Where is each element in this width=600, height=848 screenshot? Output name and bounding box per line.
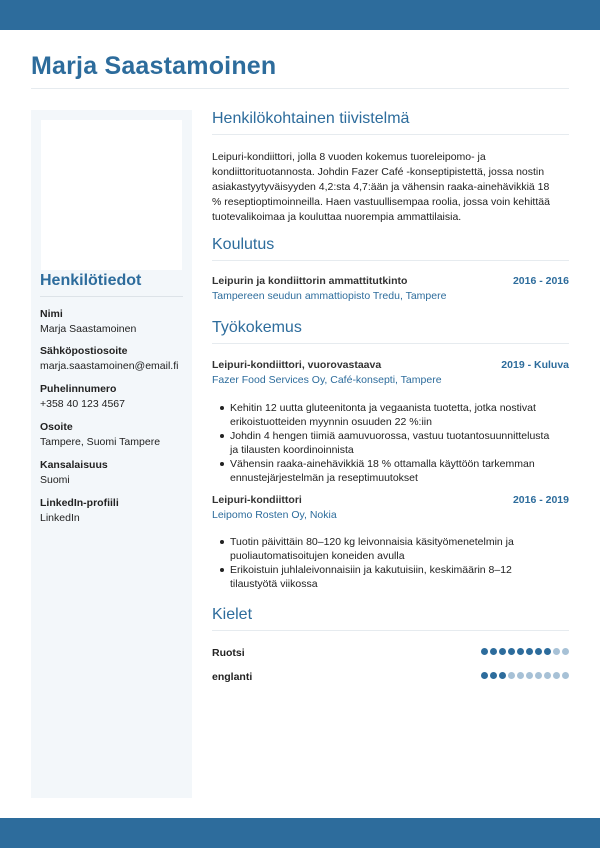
field-value: Tampere, Suomi Tampere <box>40 436 161 448</box>
level-dot-filled <box>535 648 542 655</box>
level-dot-filled <box>508 648 515 655</box>
level-dot-filled <box>481 672 488 679</box>
field-value: Marja Saastamoinen <box>40 323 137 335</box>
divider <box>31 88 569 89</box>
level-dot-filled <box>490 648 497 655</box>
field-value: Suomi <box>40 474 70 486</box>
level-dot-filled <box>481 648 488 655</box>
section-title-education: Koulutus <box>212 236 275 253</box>
field-label: Sähköpostiosoite <box>40 345 128 357</box>
level-dot-filled <box>526 648 533 655</box>
field-label: Osoite <box>40 421 73 433</box>
level-dot-empty <box>544 672 551 679</box>
level-dot-filled <box>499 648 506 655</box>
photo-placeholder <box>41 120 182 270</box>
job-bullets <box>212 535 552 591</box>
job-company: Leipomo Rosten Oy, Nokia <box>212 509 337 521</box>
field-linkedin <box>40 497 190 525</box>
field-label: Nimi <box>40 308 63 320</box>
list-item: Johdin 4 hengen tiimiä aamuvuorossa, vastuu tuotantosuunnittelusta ja tilausten koordinoinnista <box>212 429 552 457</box>
level-dot-filled <box>544 648 551 655</box>
person-name: Marja Saastamoinen <box>31 52 277 80</box>
level-dot-empty <box>526 672 533 679</box>
sidebar-heading: Henkilötiedot <box>40 272 142 289</box>
section-title-languages: Kielet <box>212 606 253 623</box>
language-level-dots <box>481 672 569 679</box>
education-dates: 2016 - 2016 <box>512 275 569 287</box>
job-title: Leipuri-kondiittori, vuorovastaava <box>212 359 382 371</box>
field-email <box>40 345 190 373</box>
level-dot-filled <box>490 672 497 679</box>
language-name: Ruotsi <box>212 647 245 659</box>
level-dot-empty <box>517 672 524 679</box>
job-title: Leipuri-kondiittori <box>212 494 302 506</box>
divider <box>40 296 183 297</box>
section-title-experience: Työkokemus <box>212 319 302 336</box>
level-dot-empty <box>553 648 560 655</box>
field-name <box>40 308 190 336</box>
job-dates: 2019 - Kuluva <box>501 359 569 371</box>
field-label: Puhelinnumero <box>40 383 117 395</box>
level-dot-empty <box>508 672 515 679</box>
field-phone <box>40 383 190 411</box>
education-degree: Leipurin ja kondiittorin ammattitutkinto <box>212 275 408 287</box>
language-level-dots <box>481 648 569 655</box>
language-name: englanti <box>212 671 253 683</box>
divider <box>212 134 569 135</box>
divider <box>212 630 569 631</box>
list-item: Vähensin raaka-ainehävikkiä 18 % ottamalla käyttöön tarkemman ennustejärjestelmän ja reseptimuutokset <box>212 457 552 485</box>
list-item: Erikoistuin juhlaleivonnaisiin ja kakutuisiin, keskimäärin 8–12 tilaustyötä viikossa <box>212 563 552 591</box>
field-value: +358 40 123 4567 <box>40 398 125 410</box>
field-nationality <box>40 459 190 487</box>
level-dot-filled <box>517 648 524 655</box>
level-dot-empty <box>535 672 542 679</box>
field-label: Kansalaisuus <box>40 459 108 471</box>
job-company: Fazer Food Services Oy, Café-konsepti, Tampere <box>212 374 442 386</box>
field-label: LinkedIn-profiili <box>40 497 119 509</box>
level-dot-empty <box>562 672 569 679</box>
job-bullets <box>212 401 552 485</box>
footer-band <box>0 818 600 848</box>
level-dot-filled <box>499 672 506 679</box>
divider <box>212 343 569 344</box>
level-dot-empty <box>553 672 560 679</box>
sidebar <box>31 110 192 798</box>
list-item: Tuotin päivittäin 80–120 kg leivonnaisia käsityömenetelmin ja puoliautomatisoitujen koneiden avulla <box>212 535 552 563</box>
divider <box>212 260 569 261</box>
education-school: Tampereen seudun ammattiopisto Tredu, Tampere <box>212 290 447 302</box>
field-address <box>40 421 190 449</box>
summary-text: Leipuri-kondiittori, jolla 8 vuoden kokemus tuoreleipomo- ja kondiittorituotannosta. Johdin Fazer Café -konseptipistettä, jossa nostin asiakastyytyväisyyden 4,2:sta 4,7:ään ja vähensin raaka-ainehävikkiä 18 % reseptioptimoinneilla. Haen vastuullisempaa roolia, jossa voin kehittää tuotevalikoimaa ja kouluttaa nuorempia ammattilaisia. <box>212 151 550 223</box>
linkedin-link[interactable]: LinkedIn <box>40 512 80 524</box>
list-item: Kehitin 12 uutta gluteenitonta ja vegaanista tuotetta, jotka nostivat erikoistuotteiden myynnin osuuden 22 %:iin <box>212 401 552 429</box>
job-dates: 2016 - 2019 <box>512 494 569 506</box>
field-value[interactable]: marja.saastamoinen@email.fi <box>40 360 179 372</box>
section-title-summary: Henkilökohtainen tiivistelmä <box>212 110 410 127</box>
header-band <box>0 0 600 30</box>
level-dot-empty <box>562 648 569 655</box>
